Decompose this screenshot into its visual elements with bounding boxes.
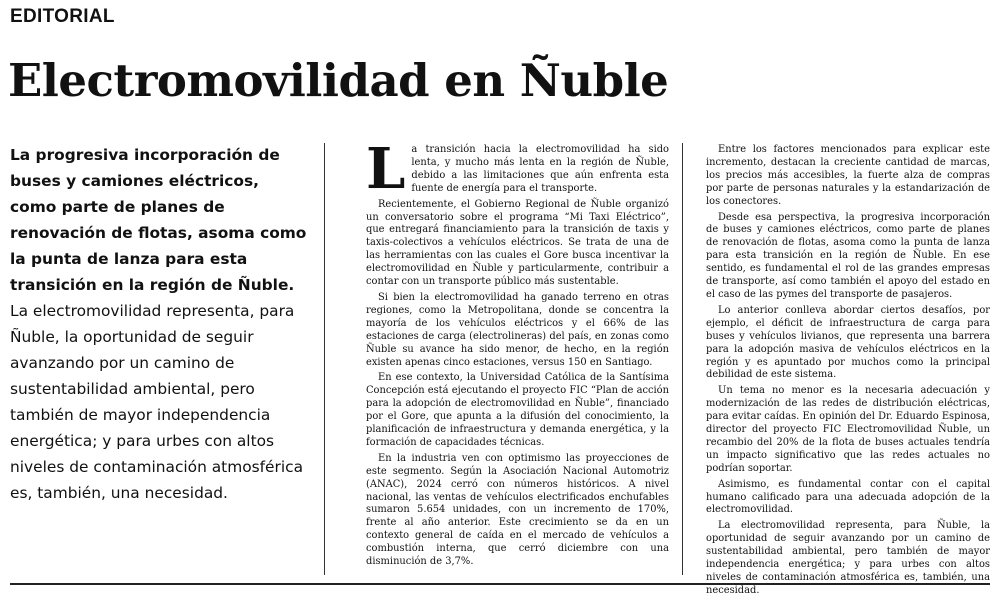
column-divider bbox=[324, 143, 325, 575]
lead-bold-text: La progresiva incorporación de buses y camiones eléctricos, como parte de planes de renovación de flotas, asoma como la punta de lanza para esta transición en la región de Ñuble. bbox=[10, 146, 307, 294]
body-paragraph: Lo anterior conlleva abordar ciertos desafíos, por ejemplo, el déficit de infraestructura de carga para buses y vehículos livianos, que representa una barrera para la adopción masiva de vehículos eléctricos en la región y es apuntado por muchos como la principal debilidad de este sistema. bbox=[706, 304, 990, 381]
body-paragraph: En ese contexto, la Universidad Católica de la Santísima Concepción está ejecutando el proyecto FIC “Plan de acción para la adopción de electromovilidad en Ñuble”, financiado por el Gore, que apunta a la difusión del conocimiento, la planificación de infraestructura y demanda energética, y la formación de capacidades técnicas. bbox=[366, 372, 669, 448]
body-paragraph: Recientemente, el Gobierno Regional de Ñuble organizó un conversatorio sobre el programa “Mi Taxi Eléctrico”, que entregará financiamiento para la transición de taxis y taxis-colectivos a vehículos eléctricos. Se trata de una de las herramientas con las cuales el Gore busca incentivar la electromovilidad en Ñuble y particularmente, contribuir a contar con un transporte público más sustentable. bbox=[366, 198, 669, 288]
headline: Electromovilidad en Ñuble bbox=[8, 54, 669, 107]
column-divider bbox=[682, 143, 683, 575]
body-paragraph: Entre los factores mencionados para explicar este incremento, destacan la creciente cantidad de marcas, los precios más accesibles, la fuerte alza de compras por parte de personas naturales y la estandarización de los conectores. bbox=[706, 144, 990, 207]
drop-cap: L bbox=[366, 136, 406, 202]
body-paragraph: La transición hacia la electromovilidad ha sido lenta, y mucho más lenta en la región de Ñuble, debido a las limitaciones que aún enfrenta esta fuente de energía para el transporte. bbox=[366, 136, 669, 202]
body-paragraph: Asimismo, es fundamental contar con el capital humano calificado para una adecuada adopción de la electromovilidad. bbox=[706, 478, 990, 516]
body-paragraph: En la industria ven con optimismo las proyecciones de este segmento. Según la Asociación Nacional Automotriz (ANAC), 2024 cerró con números históricos. A nivel nacional, las ventas de vehículos electrificados enchufables sumaron 5.654 unidades, con un incremento de 170%, frente al año anterior. Este crecimiento se da en un contexto general de caída en el mercado de vehículos a combustión interna, que cerró diciembre con una disminución de 3,7%. bbox=[366, 452, 669, 568]
body-paragraph: La electromovilidad representa, para Ñuble, la oportunidad de seguir avanzando por un camino de sustentabilidad ambiental, pero también de mayor independencia energética; y para urbes con altos niveles de contaminación atmosférica es, también, una necesidad. bbox=[706, 520, 990, 596]
body-column-2 bbox=[706, 144, 990, 601]
section-label: EDITORIAL bbox=[10, 6, 115, 27]
body-column-1 bbox=[366, 136, 669, 572]
bottom-rule bbox=[10, 583, 990, 585]
body-paragraph: Desde esa perspectiva, la progresiva incorporación de buses y camiones eléctricos, como parte de planes de renovación de flotas, asoma como la punta de lanza para esta transición en la región de Ñuble. En ese sentido, es fundamental el rol de las grandes empresas de transporte, así como también el apoyo del estado en el caso de las pymes del transporte de pasajeros. bbox=[706, 211, 990, 300]
body-paragraph: Un tema no menor es la necesaria adecuación y modernización de las redes de distribución eléctricas, para evitar caídas. En opinión del Dr. Eduardo Espinosa, director del proyecto FIC Electromovilidad Ñuble, un recambio del 20% de la flota de buses actuales tendría un impacto significativo que las redes actuales no podrían soportar. bbox=[706, 385, 990, 474]
body-paragraph: Si bien la electromovilidad ha ganado terreno en otras regiones, como la Metropolitana, donde se concentra la mayoría de los vehículos eléctricos y el 66% de las estaciones de carga (electrolineras) del país, en zonas como Ñuble su avance ha sido menor, de hecho, en la región existen apenas cinco estaciones, versus 150 en Santiago. bbox=[366, 291, 669, 368]
lead-paragraph bbox=[10, 142, 310, 506]
lead-regular-text: La electromovilidad representa, para Ñuble, la oportunidad de seguir avanzando por un camino de sustentabilidad ambiental, pero también de mayor independencia energética; y para urbes con altos niveles de contaminación atmosférica es, también, una necesidad. bbox=[10, 302, 304, 502]
